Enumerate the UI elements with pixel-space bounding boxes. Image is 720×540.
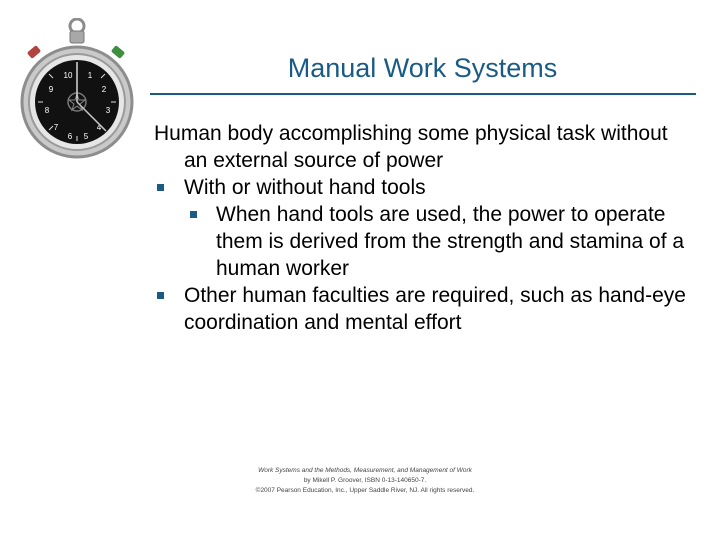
bullet-text: Other human faculties are required, such as hand-eye coordination and mental effort bbox=[184, 284, 686, 334]
dial-number: 2 bbox=[101, 85, 107, 94]
dial-number: 7 bbox=[53, 123, 59, 132]
dial-number: 10 bbox=[63, 71, 73, 80]
sub-bullet-text: When hand tools are used, the power to operate them is derived from the strength and stamina of a human worker bbox=[216, 203, 685, 280]
bullet-item bbox=[154, 282, 694, 336]
square-bullet-icon bbox=[157, 184, 164, 191]
dial-number: 6 bbox=[67, 132, 73, 141]
dial-number: 1 bbox=[87, 71, 93, 80]
footer-citation bbox=[200, 466, 530, 496]
sub-bullet-item bbox=[154, 201, 694, 282]
slide-body bbox=[154, 120, 694, 336]
footer-line: Work Systems and the Methods, Measurement, and Management of Work bbox=[258, 467, 472, 474]
dial-number: 9 bbox=[48, 85, 54, 94]
footer-line: ©2007 Pearson Education, Inc., Upper Saddle River, NJ. All rights reserved. bbox=[255, 487, 475, 494]
square-bullet-icon bbox=[157, 292, 164, 299]
bullet-item bbox=[154, 174, 694, 201]
dial-number: 3 bbox=[105, 106, 111, 115]
slide-title: Manual Work Systems bbox=[287, 53, 558, 83]
dial-number: 8 bbox=[44, 106, 50, 115]
intro-paragraph: Human body accomplishing some physical task without an external source of power bbox=[154, 122, 668, 172]
square-bullet-icon bbox=[190, 211, 197, 218]
footer-line: by Mikell P. Groover, ISBN 0-13-140650-7. bbox=[303, 477, 427, 484]
stopwatch-icon bbox=[18, 18, 138, 160]
dial-number: 4 bbox=[96, 123, 102, 132]
bullet-text: With or without hand tools bbox=[184, 176, 426, 199]
title-divider bbox=[150, 93, 696, 95]
dial-number: 5 bbox=[83, 132, 89, 141]
